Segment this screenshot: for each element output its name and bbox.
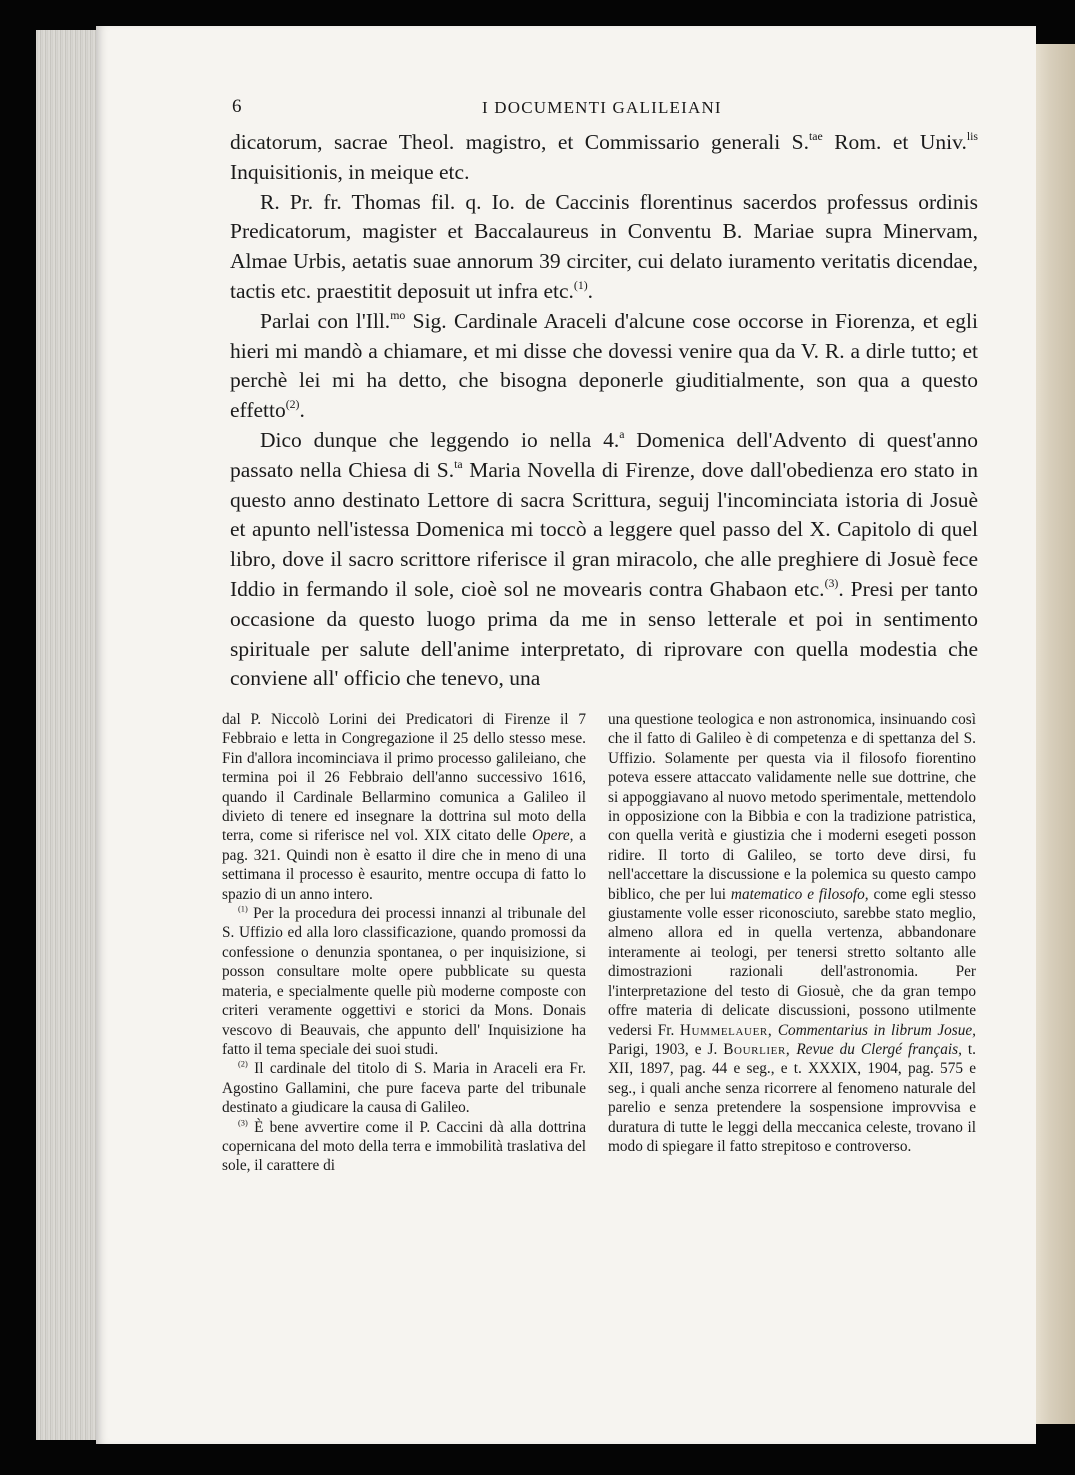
- footnote-3: $^{(3)}$ È bene avvertire come il P. Caccini dà alla dottrina copernicana del moto della terra e immobilità traslativa del sole, il carattere di: [222, 1118, 586, 1175]
- footnote-2: $^{(2)}$ Il cardinale del titolo di S. Maria in Araceli era Fr. Agostino Gallamini, che pure faceva parte del tribunale destinato a giudicare la causa di Galileo.: [222, 1060, 586, 1117]
- paragraph-3: Parlai con l'Ill.$^{mo}$ Sig. Cardinale Araceli d'alcune cose occorse in Fiorenza, et egli hieri mi mandò a chiamare, et mi disse che dovessi venire qua da V. R. a dirle tutto; et perchè lei mi ha detto, che bisogna deponerle giuditialmente, son qua a questo effetto$^{(2)}$.: [230, 307, 978, 423]
- running-head: [232, 96, 992, 124]
- footnotes-right-column: [608, 710, 976, 1156]
- work-revue: Revue du Clergé français,: [796, 1040, 962, 1058]
- facing-page-edge: [1033, 44, 1075, 1424]
- work-commentarius: Commentarius in librum Josue,: [777, 1021, 976, 1039]
- footnotes-left-column: [222, 710, 586, 1176]
- author-hummelauer: Hummelauer,: [679, 1021, 773, 1039]
- running-title: I DOCUMENTI GALILEIANI: [482, 98, 722, 117]
- footnote-1: $^{(1)}$ Per la procedura dei processi innanzi al tribunale del S. Uffizio ed alla loro classificazione, quando promossi da confessione o denunzia spontanea, o per inquisizione, si posson consultare molte opere pubblicate su questa materia, e specialmente quelle più moderne composte con criteri veramente oggettivi e storici da Mons. Donais vescovo di Beauvais, che appunto dell' Inquisizione ha fatto il tema speciale dei suoi studi.: [222, 904, 586, 1058]
- main-text: [230, 128, 978, 694]
- page-number: 6: [232, 96, 242, 117]
- footnote-ref-2: (2): [285, 397, 300, 412]
- footnote-ref-3: (3): [824, 576, 839, 591]
- footnote-ref-1: (1): [573, 278, 588, 293]
- footnote-continuation: dal P. Niccolò Lorini dei Predicatori di Firenze il 7 Febbraio e letta in Congregazione il 25 dello stesso mese. Fin d'allora incominciava il primo processo galileiano, che termina poi il 26 Febbraio dell'anno successivo 1616, quando il Cardinale Bellarmino comunica a Galileo il divieto di tenere ed insegnare la dottrina sul moto della terra, come si riferisce nel vol. XIX citato delle Opere, a pag. 321. Quindi non è esatto il dire che in meno di una settimana il processo è esaurito, mentre occupa di fatto lo spazio di un anno intero.: [222, 711, 586, 903]
- paragraph-2: R. Pr. fr. Thomas fil. q. Io. de Caccinis florentinus sacerdos professus ordinis Predicatorum, magister et Baccalaureus in Conventu B. Mariae supra Minervam, Almae Urbis, aetatis suae annorum 39 circiter, cui delato iuramento veritatis dicendae, tactis etc. praestitit deposuit ut infra etc.$^{(1)}$.: [230, 189, 978, 303]
- author-bourlier: Bourlier,: [723, 1040, 791, 1058]
- paragraph-1: dicatorum, sacrae Theol. magistro, et Commissario generali S.$^{tae}$ Rom. et Univ.$^{lis}$ Inquisitionis, in meique etc.: [230, 129, 978, 184]
- footnote-3-continuation: una questione teologica e non astronomica, insinuando così che il fatto di Galileo è di competenza e di spettanza del S. Uffizio. Solamente per questa via il filosofo fiorentino poteva essere attaccato validamente nelle sue dottrine, che si appoggiavano al nuovo metodo sperimentale, mettendolo in opposizione con la Bibbia e con la tradizione patristica, con quella verità e giustizia che i moderni esegeti posson ridire. Il torto di Galileo, se torto deve dirsi, fu nell'accettare la discussione e la polemica su questo campo biblico, che per lui matematico e filosofo, come egli stesso giustamente volle esser riconosciuto, sarebbe stato meglio, almeno allora ed in quella vertenza, abbandonare interamente ai teologi, per tenersi stretto soltanto alle dimostrazioni razionali dell'astronomia. Per l'interpretazione del testo di Giosuè, che da gran tempo offre materia di delicate discussioni, possono utilmente vedersi Fr. Hummelauer, Commentarius in librum Josue, Parigi, 1903, e J. Bourlier, Revue du Clergé français, t. XII, 1897, pag. 44 e seg., e t. XXXIX, 1904, pag. 575 e seg., i quali anche senza ricorrere al fenomeno naturale del parelio e senza pretendere la sospensione improvvisa e duratura di tutte le leggi della meccanica celeste, trovano il modo di spiegare il fatto strepitoso e controverso.: [608, 711, 977, 1155]
- paragraph-4: Dico dunque che leggendo io nella 4.$^a$ Domenica dell'Advento di quest'anno passato nella Chiesa di S.$^{ta}$ Maria Novella di Firenze, dove dall'obedienza ero stato in questo anno destinato Lettore di sacra Scrittura, seguij l'incominciata istoria di Josuè et apunto nell'istessa Domenica mi toccò a leggere quel passo del X. Capitolo di quel libro, dove il sacro scrittore riferisce il gran miracolo, che alle preghiere di Josuè fece Iddio in fermando il sole, cioè sol ne movearis contra Ghabaon etc.$^{(3)}$. Presi per tanto occasione da questo luogo prima da me in senso letterale et poi in sentimento spirituale per salute dell'anime interpretato, di riprovare con quella modestia che conviene all' officio che tenevo, una: [230, 427, 978, 691]
